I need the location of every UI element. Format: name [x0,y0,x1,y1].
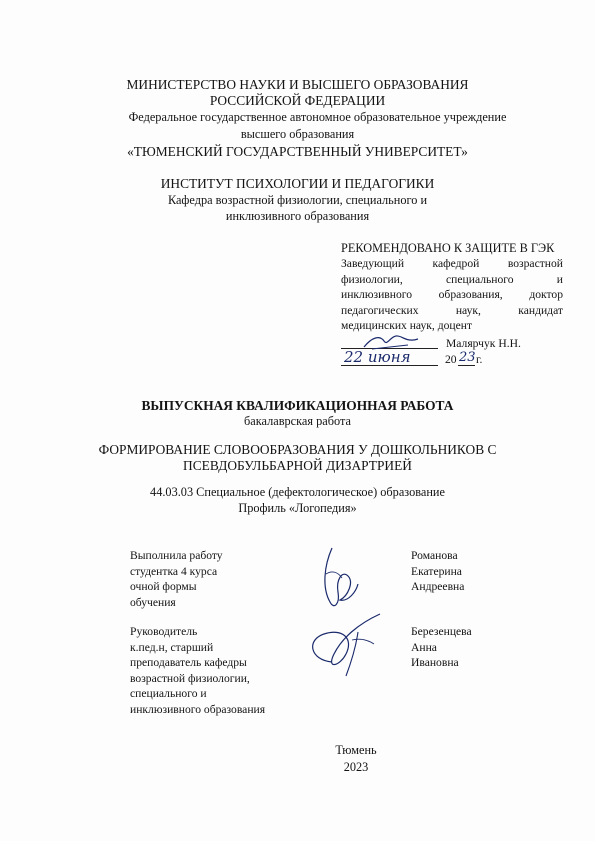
approval-line: физиологии, специального и [341,272,563,286]
supervisor-name-line: Ивановна [411,656,459,670]
supervisor-name [411,624,472,671]
work-subtype: бакалаврская работа [244,414,351,428]
supervisor-role-line: инклюзивного образования [130,702,266,716]
supervisor-role-line: преподаватель кафедры [130,656,247,670]
approval-line: педагогических наук, кандидат [341,303,563,317]
year-handwritten: 23 [459,350,476,365]
year-printed: 20 [445,353,457,366]
ministry-line-2: РОССИЙСКОЙ ФЕДЕРАЦИИ [209,93,386,108]
approval-line: инклюзивного образования, доктор [341,288,563,302]
supervisor-role-line: возрастной физиологии, [130,671,250,685]
approval-position [341,256,563,334]
department-line-1: Кафедра возрастной физиологии, специального и [167,193,428,207]
student-role [130,548,223,610]
work-specialty: 44.03.03 Специальное (дефектологическое) образование [150,485,445,499]
approval-heading: РЕКОМЕНДОВАНО К ЗАЩИТЕ В ГЭК [341,241,555,255]
supervisor-signature [302,610,392,680]
institute-name: ИНСТИТУТ ПСИХОЛОГИИ И ПЕДАГОГИКИ [160,176,435,191]
supervisor-role-line: Руководитель [130,625,198,638]
ministry-line-1: МИНИСТЕРСТВО НАУКИ И ВЫСШЕГО ОБРАЗОВАНИЯ [126,77,469,92]
student-name [411,548,464,595]
work-type: ВЫПУСКНАЯ КВАЛИФИКАЦИОННАЯ РАБОТА [141,398,454,413]
work-profile: Профиль «Логопедия» [238,501,357,515]
supervisor-role [130,624,265,718]
approval-line: Заведующий кафедрой возрастной [341,257,563,270]
student-signature [318,544,362,614]
student-name-line: Екатерина [411,564,462,578]
supervisor-name-line: Анна [411,640,437,654]
institution-line-2: высшего образования [240,127,355,141]
year-suffix: г. [476,353,483,366]
work-title-line-2: ПСЕВДОБУЛЬБАРНОЙ ДИЗАРТРИЕЙ [183,458,412,473]
approval-line: медицинских наук, доцент [341,319,473,333]
supervisor-role-line: специального и [130,687,207,701]
footer-year: 2023 [343,760,369,774]
work-title-line-1: ФОРМИРОВАНИЕ СЛОВООБРАЗОВАНИЯ У ДОШКОЛЬНИКОВ С [98,442,497,457]
student-name-line: Романова [411,549,458,562]
student-role-line: очной формы [130,580,197,594]
supervisor-name-line: Березенцева [411,625,472,638]
year-line [458,365,475,366]
department-line-2: инклюзивного образования [225,209,370,223]
student-role-line: обучения [130,595,176,609]
date-handwritten: 22 июня [344,348,411,366]
university-name: «ТЮМЕНСКИЙ ГОСУДАРСТВЕННЫЙ УНИВЕРСИТЕТ» [127,144,468,159]
supervisor-role-line: к.пед.н, старший [130,640,214,654]
student-name-line: Андреевна [411,580,465,594]
footer-city: Тюмень [335,743,377,757]
student-role-line: Выполнила работу [130,549,223,562]
approval-signer-name: Малярчук Н.Н. [446,337,521,350]
institution-line-1: Федеральное государственное автономное образовательное учреждение [128,110,507,124]
student-role-line: студентка 4 курса [130,564,218,578]
